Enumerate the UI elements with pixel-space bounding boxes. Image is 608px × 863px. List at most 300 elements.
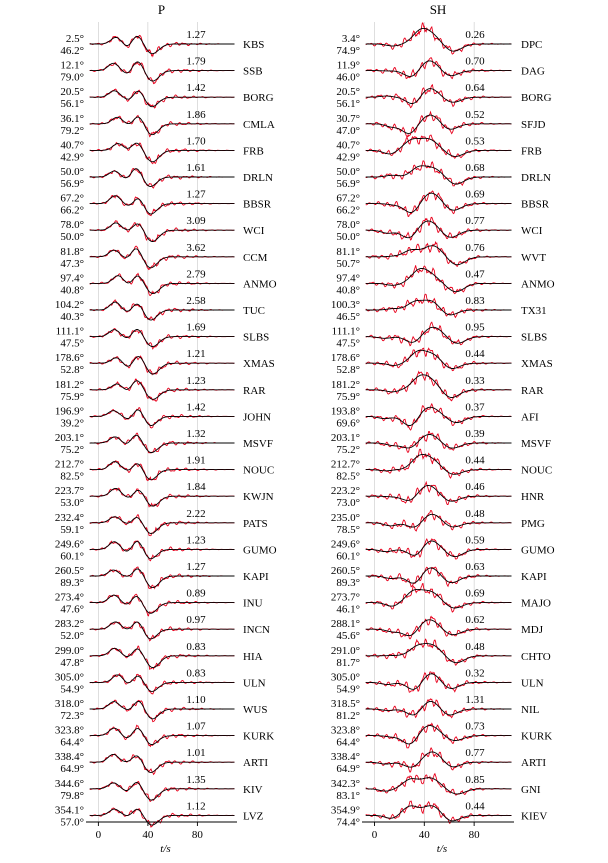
distance-label: 45.6° — [336, 630, 360, 643]
station-label: KURK — [243, 730, 275, 743]
azimuth-label: 40.7° — [60, 139, 84, 152]
synthetic-trace — [90, 91, 235, 107]
station-label: ARTI — [243, 757, 269, 770]
amplitude-ratio-label: 0.48 — [465, 507, 485, 520]
x-tick-label: 40 — [142, 829, 154, 841]
amplitude-ratio-label: 1.42 — [186, 82, 206, 95]
amplitude-ratio-label: 1.84 — [186, 481, 206, 494]
azimuth-label: 12.1° — [60, 59, 84, 72]
synthetic-trace — [366, 589, 512, 608]
distance-label: 52.8° — [336, 364, 360, 377]
observed-trace — [366, 161, 512, 186]
amplitude-ratio-label: 1.61 — [186, 162, 206, 174]
amplitude-ratio-label: 0.44 — [465, 800, 485, 813]
station-label: KURK — [521, 730, 553, 743]
distance-label: 81.2° — [336, 710, 360, 722]
distance-label: 74.9° — [336, 45, 360, 57]
amplitude-ratio-label: 0.85 — [465, 773, 485, 786]
station-label: KIEV — [521, 810, 548, 823]
station-label: CHTO — [521, 650, 551, 663]
station-label: SFJD — [521, 118, 546, 131]
station-label: GNI — [521, 783, 541, 796]
distance-label: 66.2° — [60, 204, 84, 217]
synthetic-trace — [90, 143, 235, 162]
azimuth-label: 249.6° — [330, 538, 360, 551]
azimuth-label: 260.5° — [54, 565, 84, 577]
azimuth-label: 181.2° — [54, 378, 84, 391]
azimuth-label: 104.2° — [54, 299, 84, 311]
observed-trace — [366, 55, 512, 79]
observed-trace — [90, 356, 235, 374]
amplitude-ratio-label: 1.31 — [465, 694, 485, 706]
synthetic-trace — [366, 620, 512, 636]
synthetic-trace — [90, 62, 235, 81]
station-label: INCN — [243, 624, 270, 637]
amplitude-ratio-label: 1.27 — [186, 188, 206, 201]
station-label: LVZ — [243, 810, 264, 823]
observed-trace — [366, 135, 512, 158]
synthetic-trace — [366, 89, 512, 104]
station-label: WCI — [521, 225, 543, 238]
distance-label: 64.4° — [60, 736, 84, 749]
amplitude-ratio-label: 0.83 — [186, 640, 206, 653]
station-label: NOUC — [521, 464, 553, 477]
distance-label: 75.9° — [60, 390, 84, 403]
distance-label: 42.9° — [336, 151, 360, 164]
station-label: DRLN — [521, 172, 551, 184]
observed-trace — [90, 674, 235, 694]
panel-title: P — [157, 2, 166, 17]
station-label: ULN — [243, 677, 266, 690]
synthetic-trace — [366, 350, 512, 368]
distance-label: 40.8° — [60, 284, 84, 297]
synthetic-trace — [90, 381, 235, 400]
distance-label: 54.9° — [60, 683, 84, 696]
observed-trace — [366, 348, 512, 370]
distance-label: 40.3° — [60, 311, 84, 323]
synthetic-trace — [366, 514, 512, 527]
station-label: WUS — [243, 704, 268, 716]
amplitude-ratio-label: 1.70 — [186, 135, 206, 148]
amplitude-ratio-label: 0.89 — [186, 587, 206, 600]
x-tick-label: 40 — [418, 829, 430, 841]
azimuth-label: 50.0° — [60, 166, 84, 178]
azimuth-label: 67.2° — [336, 192, 360, 205]
distance-label: 56.9° — [336, 178, 360, 190]
amplitude-ratio-label: 1.12 — [186, 800, 206, 813]
amplitude-ratio-label: 0.59 — [465, 534, 485, 547]
synthetic-trace — [90, 783, 235, 801]
distance-label: 53.0° — [60, 497, 84, 510]
azimuth-label: 344.6° — [54, 777, 84, 790]
distance-label: 47.8° — [60, 656, 84, 669]
azimuth-label: 318.0° — [54, 698, 84, 710]
distance-label: 47.5° — [60, 337, 84, 350]
observed-trace — [366, 774, 512, 795]
azimuth-label: 111.1° — [55, 325, 84, 338]
amplitude-ratio-label: 1.32 — [186, 428, 206, 440]
station-label: MSVF — [521, 438, 551, 450]
station-label: FRB — [243, 145, 264, 158]
amplitude-ratio-label: 1.79 — [186, 55, 206, 68]
station-label: WVT — [521, 251, 547, 264]
amplitude-ratio-label: 0.83 — [186, 667, 206, 680]
station-label: MSVF — [243, 438, 273, 450]
azimuth-label: 212.7° — [54, 458, 84, 471]
azimuth-label: 97.4° — [60, 272, 84, 285]
synthetic-trace — [90, 517, 235, 534]
distance-label: 81.7° — [336, 656, 360, 669]
distance-label: 50.0° — [336, 231, 360, 244]
observed-trace — [90, 143, 235, 164]
azimuth-label: 36.1° — [60, 112, 84, 125]
azimuth-label: 67.2° — [60, 192, 84, 205]
distance-label: 46.2° — [60, 45, 84, 57]
amplitude-ratio-label: 0.52 — [465, 108, 485, 121]
distance-label: 59.1° — [60, 523, 84, 536]
station-label: NOUC — [243, 464, 275, 477]
amplitude-ratio-label: 0.62 — [465, 614, 485, 627]
station-label: BORG — [521, 92, 552, 105]
azimuth-label: 299.0° — [54, 644, 84, 657]
amplitude-ratio-label: 1.21 — [186, 348, 206, 361]
observed-trace — [366, 242, 512, 266]
station-label: MDJ — [521, 624, 544, 637]
distance-label: 40.8° — [336, 284, 360, 297]
distance-label: 39.2° — [60, 417, 84, 430]
synthetic-trace — [90, 169, 235, 187]
observed-trace — [366, 431, 512, 452]
distance-label: 82.5° — [336, 470, 360, 483]
azimuth-label: 178.6° — [54, 352, 84, 365]
x-tick-label: 0 — [95, 829, 102, 841]
station-label: PMG — [521, 517, 545, 530]
amplitude-ratio-label: 1.23 — [186, 534, 206, 547]
distance-label: 75.2° — [336, 444, 360, 456]
azimuth-label: 249.6° — [54, 538, 84, 551]
amplitude-ratio-label: 0.69 — [465, 587, 485, 600]
azimuth-label: 50.0° — [336, 166, 360, 178]
amplitude-ratio-label: 1.07 — [186, 720, 206, 733]
azimuth-label: 181.2° — [330, 378, 360, 391]
amplitude-ratio-label: 2.79 — [186, 268, 206, 281]
station-label: KBS — [243, 39, 265, 51]
azimuth-label: 323.8° — [54, 724, 84, 737]
observed-trace — [366, 801, 512, 823]
distance-label: 50.7° — [336, 257, 360, 270]
station-label: GUMO — [521, 544, 555, 557]
distance-label: 52.8° — [60, 364, 84, 377]
amplitude-ratio-label: 1.27 — [186, 561, 206, 573]
synthetic-trace — [90, 196, 235, 214]
distance-label: 69.6° — [336, 417, 360, 430]
station-label: KAPI — [521, 571, 547, 583]
station-label: BBSR — [243, 198, 272, 211]
synthetic-trace — [90, 37, 235, 54]
azimuth-label: 273.4° — [54, 591, 84, 604]
distance-label: 47.5° — [336, 337, 360, 350]
amplitude-ratio-label: 0.32 — [465, 667, 485, 680]
amplitude-ratio-label: 1.10 — [186, 694, 206, 706]
observed-trace — [90, 169, 235, 189]
azimuth-label: 78.0° — [60, 219, 84, 232]
azimuth-label: 20.5° — [60, 86, 84, 99]
synthetic-trace — [366, 701, 512, 715]
distance-label: 79.0° — [60, 71, 84, 84]
distance-label: 64.9° — [336, 763, 360, 776]
station-label: SLBS — [521, 331, 548, 344]
amplitude-ratio-label: 0.37 — [465, 401, 485, 414]
station-label: HIA — [243, 650, 263, 663]
station-label: XMAS — [521, 358, 553, 371]
amplitude-ratio-label: 0.64 — [465, 82, 485, 95]
distance-label: 46.0° — [336, 71, 360, 84]
azimuth-label: 291.0° — [330, 644, 360, 657]
distance-label: 47.0° — [336, 124, 360, 137]
azimuth-label: 203.1° — [330, 432, 360, 444]
azimuth-label: 338.4° — [54, 751, 84, 764]
observed-trace — [366, 699, 512, 718]
amplitude-ratio-label: 0.26 — [465, 29, 485, 41]
station-label: ANMO — [243, 278, 277, 291]
amplitude-ratio-label: 1.91 — [186, 454, 206, 467]
station-label: MAJO — [521, 597, 551, 610]
azimuth-label: 354.1° — [54, 804, 84, 817]
amplitude-ratio-label: 1.23 — [186, 374, 206, 387]
distance-label: 73.0° — [336, 497, 360, 510]
observed-trace — [366, 567, 512, 587]
observed-trace — [90, 700, 235, 722]
distance-label: 56.9° — [60, 178, 84, 190]
p-wave-panel — [55, 2, 277, 855]
azimuth-label: 232.4° — [54, 511, 84, 524]
observed-trace — [90, 461, 235, 481]
amplitude-ratio-label: 0.70 — [465, 55, 485, 68]
synthetic-trace — [366, 221, 512, 238]
observed-trace — [366, 639, 512, 665]
distance-label: 78.5° — [336, 523, 360, 536]
azimuth-label: 196.9° — [54, 405, 84, 418]
observed-trace — [366, 482, 512, 504]
distance-label: 60.1° — [336, 550, 360, 563]
amplitude-ratio-label: 1.01 — [186, 747, 206, 760]
azimuth-label: 318.5° — [330, 698, 360, 710]
distance-label: 60.1° — [60, 550, 84, 563]
amplitude-ratio-label: 0.76 — [465, 241, 485, 254]
distance-label: 46.5° — [336, 311, 360, 323]
azimuth-label: 81.8° — [60, 245, 84, 258]
station-label: KAPI — [243, 571, 269, 583]
distance-label: 64.9° — [60, 763, 84, 776]
amplitude-ratio-label: 1.42 — [186, 401, 206, 414]
station-label: BBSR — [521, 198, 550, 211]
station-label: ANMO — [521, 278, 555, 291]
station-label: ARTI — [521, 757, 547, 770]
amplitude-ratio-label: 0.77 — [465, 215, 485, 228]
observed-trace — [90, 246, 235, 269]
distance-label: 74.4° — [336, 816, 360, 829]
azimuth-label: 178.6° — [330, 352, 360, 365]
observed-trace — [90, 329, 235, 349]
synthetic-trace — [90, 223, 235, 242]
station-label: CMLA — [243, 118, 275, 131]
observed-trace — [90, 221, 235, 242]
azimuth-label: 223.2° — [330, 485, 360, 498]
distance-label: 47.3° — [60, 257, 84, 270]
distance-label: 64.4° — [336, 736, 360, 749]
amplitude-ratio-label: 0.63 — [465, 561, 485, 573]
amplitude-ratio-label: 1.27 — [186, 29, 206, 41]
station-label: TUC — [243, 305, 265, 317]
synthetic-trace — [90, 622, 235, 639]
station-label: WCI — [243, 225, 265, 238]
observed-trace — [90, 808, 235, 827]
station-label: SSB — [243, 65, 263, 78]
synthetic-trace — [90, 754, 235, 772]
distance-label: 57.0° — [60, 816, 84, 829]
station-label: RAR — [243, 384, 266, 397]
distance-label: 66.2° — [336, 204, 360, 217]
station-label: DRLN — [243, 172, 273, 184]
synthetic-trace — [90, 728, 235, 744]
synthetic-trace — [90, 357, 235, 375]
amplitude-ratio-label: 0.73 — [465, 720, 485, 733]
synthetic-trace — [366, 246, 512, 265]
amplitude-ratio-label: 3.62 — [186, 241, 206, 254]
amplitude-ratio-label: 2.22 — [186, 507, 206, 520]
amplitude-ratio-label: 0.69 — [465, 188, 485, 201]
station-label: DAG — [521, 65, 545, 78]
amplitude-ratio-label: 0.48 — [465, 640, 485, 653]
azimuth-label: 203.1° — [54, 432, 84, 444]
azimuth-label: 305.0° — [330, 671, 360, 684]
amplitude-ratio-label: 0.47 — [465, 268, 485, 281]
azimuth-label: 40.7° — [336, 139, 360, 152]
azimuth-label: 260.5° — [330, 565, 360, 577]
distance-label: 47.6° — [60, 603, 84, 616]
station-label: JOHN — [243, 411, 272, 424]
station-label: FRB — [521, 145, 542, 158]
azimuth-label: 11.9° — [336, 59, 360, 72]
synthetic-trace — [90, 435, 235, 452]
amplitude-ratio-label: 0.97 — [186, 614, 206, 627]
amplitude-ratio-label: 0.77 — [465, 747, 485, 760]
distance-label: 83.1° — [336, 789, 360, 802]
observed-trace — [366, 511, 512, 532]
station-label: HNR — [521, 491, 545, 504]
azimuth-label: 100.3° — [330, 299, 360, 311]
distance-label: 52.0° — [60, 630, 84, 643]
amplitude-ratio-label: 0.68 — [465, 162, 485, 174]
station-label: NIL — [521, 704, 540, 716]
distance-label: 79.8° — [60, 789, 84, 802]
observed-trace — [366, 584, 512, 613]
observed-trace — [90, 274, 235, 296]
amplitude-ratio-label: 0.44 — [465, 348, 485, 361]
observed-trace — [366, 748, 512, 772]
azimuth-label: 288.1° — [330, 618, 360, 631]
amplitude-ratio-label: 0.39 — [465, 428, 485, 440]
station-label: SLBS — [243, 331, 270, 344]
observed-trace — [366, 616, 512, 639]
distance-label: 82.5° — [60, 470, 84, 483]
station-label: ULN — [521, 677, 544, 690]
azimuth-label: 342.3° — [330, 777, 360, 790]
distance-label: 46.1° — [336, 603, 360, 616]
azimuth-label: 273.7° — [330, 591, 360, 604]
distance-label: 75.2° — [60, 444, 84, 456]
x-tick-label: 0 — [371, 829, 378, 841]
sh-wave-panel — [331, 2, 555, 855]
distance-label: 54.9° — [336, 683, 360, 696]
amplitude-ratio-label: 0.95 — [465, 321, 485, 334]
amplitude-ratio-label: 2.58 — [186, 295, 206, 307]
amplitude-ratio-label: 1.69 — [186, 321, 206, 334]
synthetic-trace — [366, 644, 512, 663]
station-label: KIV — [243, 783, 263, 796]
azimuth-label: 78.0° — [336, 219, 360, 232]
azimuth-label: 338.4° — [330, 751, 360, 764]
observed-trace — [90, 62, 235, 83]
distance-label: 50.0° — [60, 231, 84, 244]
distance-label: 56.1° — [336, 98, 360, 111]
distance-label: 72.3° — [60, 710, 84, 722]
station-label: TX31 — [521, 305, 547, 317]
station-label: XMAS — [243, 358, 275, 371]
synthetic-trace — [366, 541, 512, 557]
synthetic-trace — [366, 407, 512, 425]
azimuth-label: 323.8° — [330, 724, 360, 737]
azimuth-label: 212.7° — [330, 458, 360, 471]
observed-trace — [366, 539, 512, 559]
station-label: INU — [243, 597, 263, 610]
synthetic-trace — [366, 138, 512, 156]
azimuth-label: 354.9° — [330, 804, 360, 817]
amplitude-ratio-label: 0.44 — [465, 454, 485, 467]
station-label: GUMO — [243, 544, 277, 557]
azimuth-label: 305.0° — [54, 671, 84, 684]
distance-label: 42.9° — [60, 151, 84, 164]
station-label: CCM — [243, 251, 268, 264]
azimuth-label: 111.1° — [331, 325, 360, 338]
azimuth-label: 3.4° — [341, 33, 360, 45]
synthetic-trace — [90, 701, 235, 718]
panel-title: SH — [429, 2, 447, 17]
distance-label: 79.2° — [60, 124, 84, 137]
azimuth-label: 223.7° — [54, 485, 84, 498]
station-label: KWJN — [243, 491, 274, 504]
azimuth-label: 235.0° — [330, 511, 360, 524]
azimuth-label: 30.7° — [336, 112, 360, 125]
synthetic-trace — [90, 488, 235, 506]
azimuth-label: 20.5° — [336, 86, 360, 99]
x-axis-label: t/s — [436, 843, 448, 855]
observed-trace — [90, 115, 235, 136]
azimuth-label: 2.5° — [65, 33, 84, 45]
synthetic-trace — [90, 276, 235, 294]
amplitude-ratio-label: 1.86 — [186, 108, 206, 121]
synthetic-trace — [90, 542, 235, 559]
amplitude-ratio-label: 0.46 — [465, 481, 485, 494]
synthetic-trace — [366, 674, 512, 690]
synthetic-trace — [366, 300, 512, 315]
observed-trace — [90, 35, 235, 56]
azimuth-label: 193.8° — [330, 405, 360, 418]
amplitude-ratio-label: 0.83 — [465, 295, 485, 307]
x-tick-label: 80 — [191, 829, 203, 841]
station-label: AFI — [521, 411, 539, 424]
distance-label: 56.1° — [60, 98, 84, 111]
